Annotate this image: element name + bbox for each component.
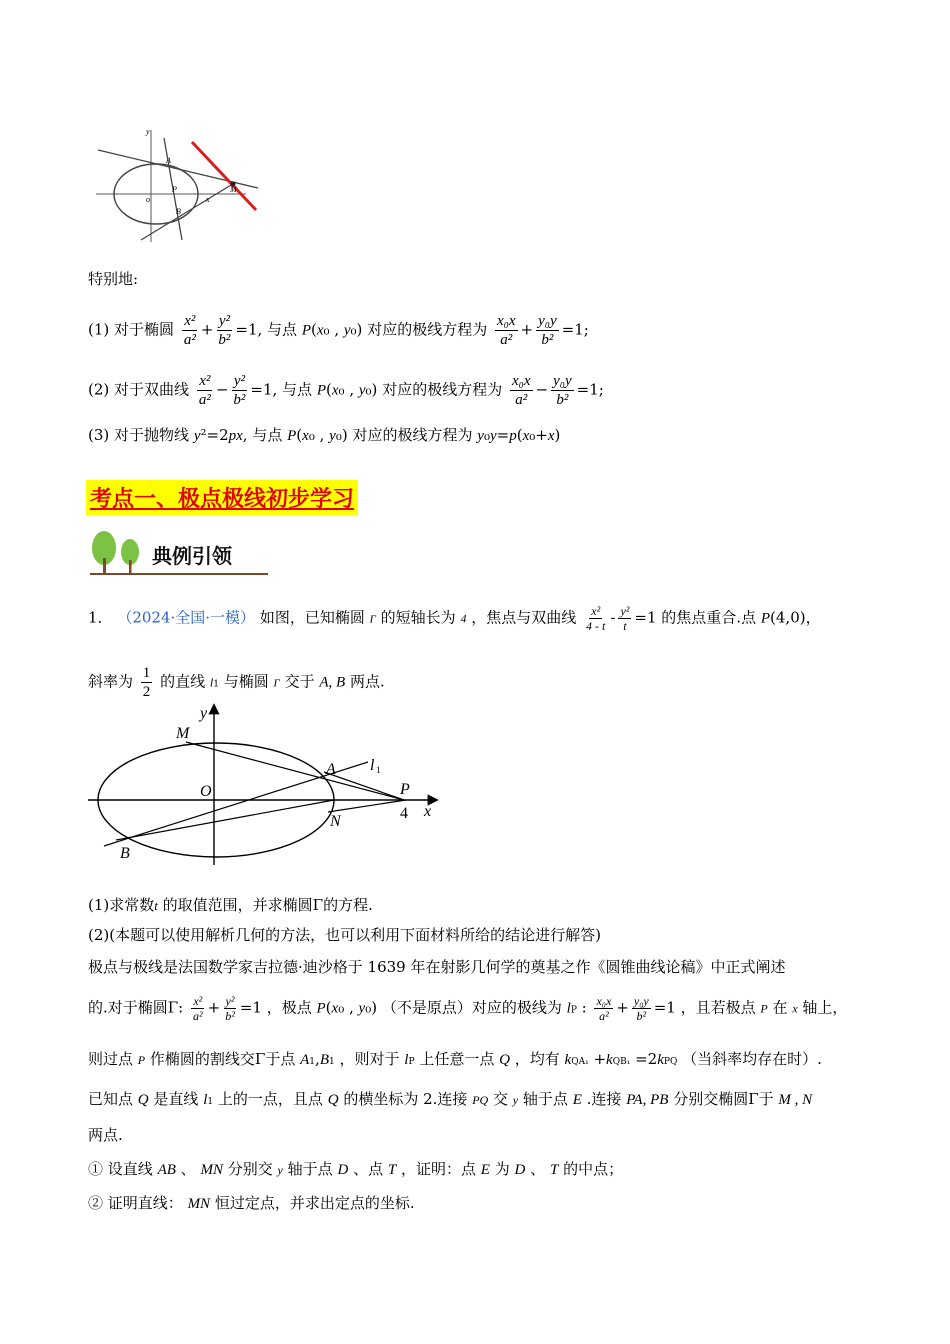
fig2-label-y: y (200, 705, 208, 722)
fig2-label-x: x (424, 803, 432, 820)
problem-text9: 两点. (349, 672, 385, 691)
fig2-label-4: 4 (400, 805, 408, 822)
para-line-4: 已知点 Q 是直线 l1 上的一点，且点 Q 的横坐标为 2.连接 PQ 交 y 轴于点 E .连接 PA, PB 分别交椭圆Γ于 M , N (88, 1090, 813, 1108)
p3b: 作椭圆的割线交Γ于点 (149, 1050, 296, 1068)
p3c: ，则对于 (339, 1050, 400, 1068)
fig2-label-B: B (120, 845, 130, 862)
pole-polar-figure (96, 124, 260, 244)
fig1-label-x: x (206, 195, 210, 204)
p2a: 的.对于椭圆Γ: (88, 998, 184, 1017)
fig2-label-N: N (330, 813, 341, 830)
item1-post: 对应的极线方程为 (367, 320, 488, 339)
item3-pre: (3) 对于抛物线 (88, 426, 190, 444)
problem-text6: 的直线 (160, 672, 206, 691)
problem-number: 1． (88, 608, 113, 627)
p4g: .连接 (586, 1090, 622, 1108)
claim-1: ① 设直线 AB 、 MN 分别交 y 轴于点 D 、点 T ，证明：点 E 为 D 、 T 的中点； (88, 1160, 624, 1178)
c1d: 轴于点 (287, 1160, 333, 1178)
item3-mid: 与点 (252, 426, 283, 444)
c2b: 恒过定点，并求出定点的坐标. (214, 1194, 415, 1212)
claim-2: ② 证明直线： MN 恒过定点，并求出定点的坐标. (88, 1194, 415, 1212)
svg-text:1: 1 (376, 765, 381, 775)
c1h: 、 (530, 1160, 546, 1178)
c1f: ，证明：点 (401, 1160, 477, 1178)
problem-text1: 如图，已知椭圆 (259, 608, 365, 627)
fig2-label-P: P (400, 781, 410, 798)
fig1-label-B: B (176, 207, 181, 216)
problem-text8: 交于 (284, 672, 315, 691)
p3e: ，均有 (514, 1050, 560, 1068)
item2-pre: (2) 对于双曲线 (88, 380, 190, 399)
p2d: ，且若极点 (680, 998, 756, 1017)
p4d: 的横坐标为 2.连接 (343, 1090, 468, 1108)
question-2: (2)(本题可以使用解析几何的方法，也可以利用下面材料所给的结论进行解答) (88, 926, 601, 944)
p3a: 则过点 (88, 1050, 134, 1068)
para-line-5: 两点. (88, 1126, 123, 1144)
para-line-2: 的.对于椭圆Γ: $\frac{\text{x²}}{\text{a²}}$ + $\frac{\text{y²}}{\text{b²}}$ =1 ，极点 P(x₀ , y₀) （不是原点）对应的极线为 lP : $\frac{\text{x₀x}}{\text{a²}}$ + $\frac{\text{y₀y}}{\text{b²}}$ =1 ，且若极点 P 在 x 轴上， (88, 994, 848, 1023)
problem-line-1: 1． （2024·全国·一模） 如图，已知椭圆 Γ 的短轴长为 4 ，焦点与双曲线 $\frac{\text{x²}}{4 - t}$ - $\frac{\text{y²}}{t}$ =1 的焦点重合.点 P(4,0)， (88, 604, 821, 633)
c1i: 的中点； (563, 1160, 624, 1178)
para-line-1: 极点与极线是法国数学家吉拉德·迪沙格于 1639 年在射影几何学的奠基之作《圆锥曲线论稿》中正式阐述 (88, 958, 786, 976)
item1-mid: 与点 (267, 320, 298, 339)
c1b: 、 (180, 1160, 196, 1178)
fig1-label-A: A (166, 156, 171, 165)
p4e: 交 (492, 1090, 508, 1108)
question-1: (1)求常数t 的取值范围，并求椭圆Γ的方程. (88, 896, 373, 914)
ellipse-figure (86, 700, 446, 868)
p4h: 分别交椭圆Γ于 (673, 1090, 774, 1108)
para-line-3: 则过点 P 作椭圆的割线交Γ于点 A1,B1 ，则对于 lP 上任意一点 Q ，均有 kQA₁ +kQB₁ =2kPQ （当斜率均存在时）. (88, 1050, 822, 1068)
item3-post: 对应的极线方程为 (352, 426, 473, 444)
p2c: （不是原点）对应的极线为 (381, 998, 562, 1017)
fig1-label-y: y (146, 127, 150, 136)
p2e: 在 (772, 998, 788, 1017)
c1e: 、点 (353, 1160, 384, 1178)
problem-text3: ，焦点与双曲线 (471, 608, 577, 627)
item-parabola: (3) 对于抛物线 y²=2px, 与点 P(x₀ , y₀) 对应的极线方程为 y₀y=p(x₀+x) (88, 426, 561, 444)
problem-text2: 的短轴长为 (380, 608, 456, 627)
c1a: ① 设直线 (88, 1160, 153, 1178)
p4a: 已知点 (88, 1090, 134, 1108)
problem-source: （2024·全国·一模） (117, 608, 256, 627)
p3d: 上任意一点 (419, 1050, 495, 1068)
problem-text4: 的焦点重合.点 (661, 608, 757, 627)
banner-label: 典例引领 (152, 544, 232, 568)
item-ellipse: (1) 对于椭圆 $\frac{\text{x²}}{\text{a²}}$ + $\frac{\text{y²}}{\text{b²}}$ =1, 与点 P(x₀ , y₀) 对应的极线方程为 $\frac{\text{x₀x}}{\text{a²}}$ + $\frac{\text{y₀y}}{\text{b²}}$ =1; (88, 313, 589, 348)
short-axis-value: 4 (460, 611, 467, 626)
problem-line-2: 斜率为 $\frac{1}{2}$ 的直线 l1 与椭圆 Γ 交于 A, B 两点. (88, 665, 385, 700)
item-hyperbola: (2) 对于双曲线 $\frac{\text{x²}}{\text{a²}}$ − $\frac{\text{y²}}{\text{b²}}$ =1, 与点 P(x₀ , y₀) 对应的极线方程为 $\frac{\text{x₀x}}{\text{a²}}$ − $\frac{\text{y₀y}}{\text{b²}}$ =1; (88, 373, 604, 408)
q1-pre: (1)求常数 (88, 896, 155, 914)
fig1-label-P: P (172, 185, 177, 194)
fig2-label-l1: l (370, 757, 375, 774)
item1-pre: (1) 对于椭圆 (88, 320, 175, 339)
special-note: 特别地: (88, 270, 139, 288)
item2-mid: 与点 (282, 380, 313, 399)
fig2-label-O: O (200, 783, 212, 800)
c1c: 分别交 (227, 1160, 273, 1178)
p2b: ，极点 (266, 998, 312, 1017)
fig1-label-O: o (146, 195, 150, 204)
fig2-label-M: M (176, 725, 190, 742)
problem-text5: 斜率为 (88, 672, 134, 691)
p4b: 是直线 (153, 1090, 199, 1108)
p2f: 轴上， (802, 998, 848, 1017)
c1g: 为 (494, 1160, 510, 1178)
fig2-label-A: A (326, 761, 336, 778)
item2-post: 对应的极线方程为 (382, 380, 503, 399)
section-title: 考点一、极点极线初步学习 (86, 480, 358, 515)
p4f: 轴于点 (522, 1090, 568, 1108)
q1-post: 的取值范围，并求椭圆Γ的方程. (162, 896, 373, 914)
p3f: （当斜率均存在时）. (682, 1050, 822, 1068)
fig1-label-M: M (230, 185, 237, 194)
p4c: 上的一点，且点 (217, 1090, 323, 1108)
c2a: ② 证明直线： (88, 1194, 183, 1212)
problem-text7: 与椭圆 (223, 672, 269, 691)
